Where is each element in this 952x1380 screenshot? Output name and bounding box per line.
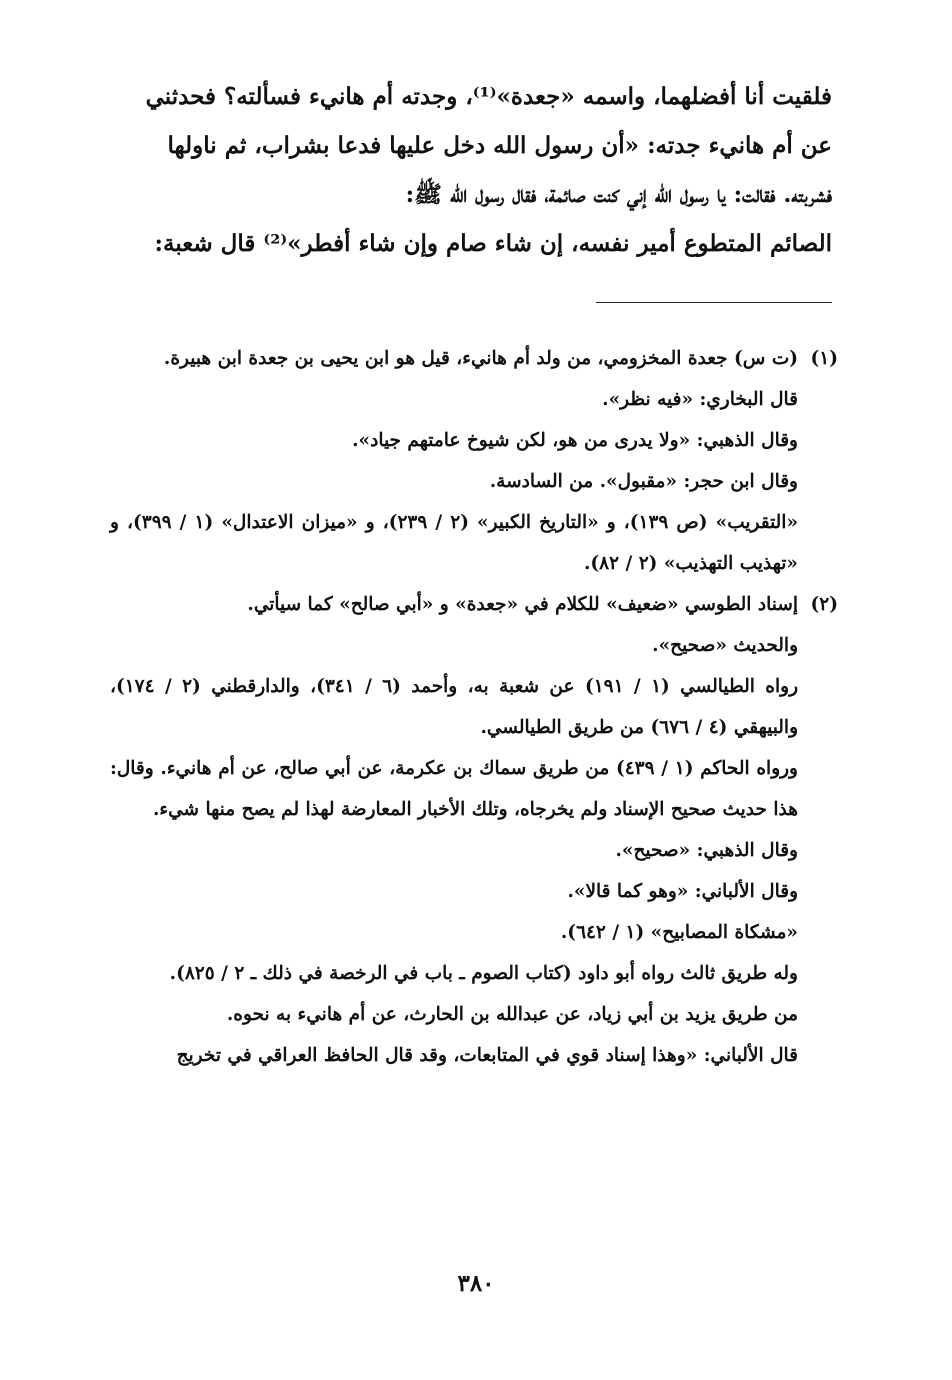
main-text-line: فلقيت أنا أفضلهما، واسمه «جعدة»⁽¹⁾، وجدته أم هانيء فسألته؟ فحدثني: [145, 83, 832, 110]
footnote-number: (١): [810, 348, 838, 369]
footnote-line: قال الألباني: «وهذا إسناد قوي في المتابعات، وقد قال الحافظ العراقي في تخريج: [176, 1045, 798, 1066]
footnote-body: [110, 584, 798, 1076]
footnote-line: ورواه الحاكم (١ / ٤٣٩) من طريق سماك بن عكرمة، عن أبي صالح، عن أم هانيء. وقال: هذا حديث صحيح الإسناد ولم يخرجاه، وتلك الأخبار المعارضة لهذا لم يصح منها شيء.: [110, 758, 798, 820]
page-number: ٣٨٠: [457, 1270, 495, 1297]
footnote-line: والحديث «صحيح».: [652, 635, 798, 656]
footnote-line: وقال الذهبي: «ولا يدرى من هو، لكن شيوخ عامتهم جياد».: [352, 430, 798, 451]
footnote-line: «التقريب» (ص ١٣٩)، و «التاريخ الكبير» (٢ / ٢٣٩)، و «ميزان الاعتدال» (١ / ٣٩٩)، و «تهذيب التهذيب» (٢ / ٨٢).: [110, 512, 799, 574]
footnote-line: (ت س) جعدة المخزومي، من ولد أم هانيء، قيل هو ابن يحيى بن جعدة ابن هبيرة.: [163, 348, 798, 369]
footnotes: [110, 338, 838, 1076]
footnote-line: وقال ابن حجر: «مقبول». من السادسة.: [489, 471, 798, 492]
footnote-line: «مشكاة المصابيح» (١ / ٦٤٢).: [560, 922, 798, 943]
footnote-line: وقال الذهبي: «صحيح».: [615, 840, 798, 861]
footnote-line: من طريق يزيد بن أبي زياد، عن عبدالله بن الحارث، عن أم هانيء به نحوه.: [226, 1004, 798, 1025]
footnote-line: إسناد الطوسي «ضعيف» للكلام في «جعدة» و «أبي صالح» كما سيأتي.: [247, 594, 798, 615]
footnote-separator: [596, 302, 832, 303]
footnote-line: وله طريق ثالث رواه أبو داود (كتاب الصوم ـ باب في الرخصة في ذلك ـ ٢ / ٨٢٥).: [169, 963, 798, 984]
main-text-line: فشربته. فقالت: يا رسول الله إني كنت صائمة، فقال رسول الله ﷺ:: [405, 181, 832, 208]
footnote-line: قال البخاري: «فيه نظر».: [602, 389, 798, 410]
footnote-2: [110, 584, 838, 1076]
footnote-1: [110, 338, 838, 584]
footnote-number: (٢): [810, 594, 838, 615]
main-text: [110, 72, 832, 268]
footnote-body: [110, 338, 798, 584]
footnote-line: وقال الألباني: «وهو كما قالا».: [567, 881, 798, 902]
footnote-line: رواه الطيالسي (١ / ١٩١) عن شعبة به، وأحمد (٦ / ٣٤١)، والدارقطني (٢ / ١٧٤)، والبيهقي (٤ / ٦٧٦) من طريق الطيالسي.: [110, 676, 799, 738]
main-text-line: عن أم هانيء جدته: «أن رسول الله دخل عليها فدعا بشراب، ثم ناولها: [167, 132, 832, 159]
main-text-line: الصائم المتطوع أمير نفسه، إن شاء صام وإن شاء أفطر»⁽²⁾ قال شعبة:: [154, 230, 832, 257]
